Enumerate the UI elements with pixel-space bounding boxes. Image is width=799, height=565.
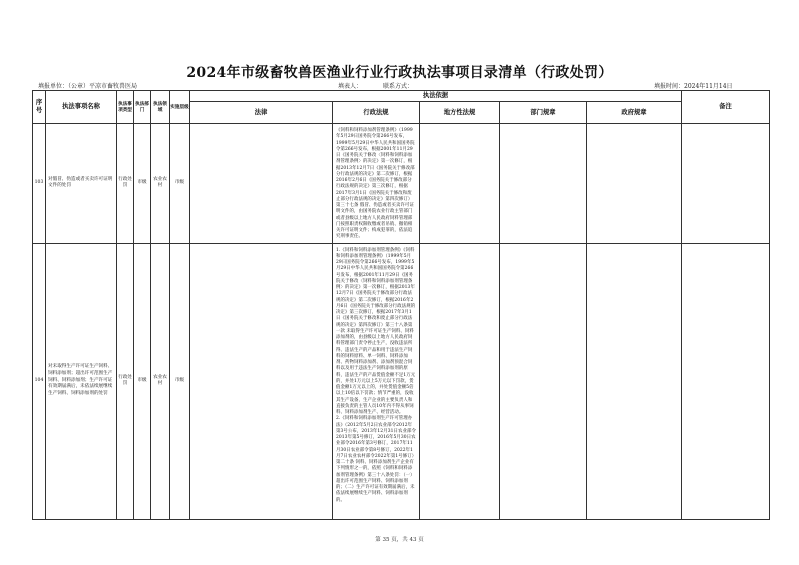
header-dept-rule: 部门规章 — [500, 102, 587, 124]
row-admin-reg: 1.《饲料和饲料添加剂管理条例》《饲料和饲料添加剂管理条例》（1999年5月29日国务院令第266号发布，1999年5月29日中华人民共和国国务院令第266号发布，根据2001年11月29日《国务院关于修改〈饲料和饲料添加剂管理条例〉的决定》第一次修订，根据2013年12月7日《国务院关于修改部分行政法规的决定》第二次修订，根据2016年2月6日《国务院关于修改部分行政法规的决定》第三次修订，根据2017年3月1日《国务院关于修改和废止部分行政法规的决定》第四次修订）第三十八条第一款 未取得生产许可证生产饲料、饲料添加剂的，由县级以上地方人民政府饲料管理部门责令停止生产，没收违法所得、违法生产的产品和用于违法生产饲料的饲料原料、单一饲料、饲料添加剂、药物饲料添加剂、添加剂预混合饲料以及用于违法生产饲料添加剂的原料，违法生产的产品货值金额不足1万元的，并处1万元以上5万元以下罚款，货值金额1万元以上的，并处货值金额5倍以上10倍以下罚款；情节严重的，没收其生产设备，生产企业的主要负责人和直接负责的主管人员10年内不得从事饲料、饲料添加剂生产、经营活动。 2.《饲料和饲料添加剂生产许可管理办法》（2012年5月2日农业部令2012年第3号公布，2013年12月31日农业部令2013年第5号修订，2016年5月30日农业部令2016年第3号修订，2017年11月30日农业部令第8号修订，2022年1月7日农业农村部令2022年第1号修订）第二十条 饲料、饲料添加剂生产企业有下列情形之一的，依照《饲料和饲料添加剂管理条例》第三十八条处罚：（一）超出许可范围生产饲料、饲料添加剂的；（二）生产许可证有效期届满后，未依法续展继续生产饲料、饲料添加剂的。 — [333, 243, 420, 519]
header-law: 法律 — [190, 102, 333, 124]
header-local-reg: 地方性法规 — [420, 102, 500, 124]
row-type: 行政处罚 — [117, 243, 134, 519]
row-field: 农业农村 — [151, 243, 170, 519]
row-dept: 市级 — [134, 243, 151, 519]
table-row — [33, 243, 770, 519]
page-number: 第 35 页，共 43 页 — [375, 537, 424, 543]
row-law — [190, 243, 333, 519]
filing-unit: 填报单位：（公章）平凉市畜牧兽医局 — [38, 83, 138, 90]
header-no: 序号 — [33, 91, 46, 124]
header-basis: 执法依据 — [190, 91, 682, 102]
header-field: 执法领域 — [151, 91, 170, 124]
row-name: 对未取得生产许可证生产饲料、饲料添加剂；超出许可范围生产饲料、饲料添加剂；生产许可证有效期届满后，未依法续展继续生产饲料、饲料添加剂的处罚 — [46, 243, 117, 519]
header-admin-reg: 行政法规 — [333, 102, 420, 124]
enforcement-table — [32, 90, 770, 520]
header-name: 执法事项名称 — [46, 91, 117, 124]
row-dept-rule — [500, 243, 587, 519]
document-title: 2024年市级畜牧兽医渔业行业行政执法事项目录清单（行政处罚） — [186, 65, 613, 81]
row-field: 农业农村 — [151, 124, 170, 244]
row-dept: 市级 — [134, 124, 151, 244]
row-local-reg — [420, 124, 500, 244]
table-row — [33, 124, 770, 244]
row-gov-rule — [587, 124, 682, 244]
filler-label: 填表人： — [338, 83, 363, 90]
row-no: 103 — [33, 124, 46, 244]
filing-date: 填报时间：2024年11月14日 — [654, 83, 733, 90]
header-remark: 备注 — [682, 91, 770, 124]
row-dept-rule — [500, 124, 587, 244]
header-dept: 执法部门 — [134, 91, 151, 124]
header-gov-rule: 政府规章 — [587, 102, 682, 124]
contact-label: 联系方式： — [383, 83, 414, 90]
row-remark — [682, 243, 770, 519]
row-local-reg — [420, 243, 500, 519]
row-law — [190, 124, 333, 244]
header-type: 执法事项类型 — [117, 91, 134, 124]
row-type: 行政处罚 — [117, 124, 134, 244]
row-remark — [682, 124, 770, 244]
header-level: 实施层级 — [170, 91, 190, 124]
row-admin-reg: 《饲料和饲料添加剂管理条例》（1999年5月29日国务院令第266号发布，1999年5月29日中华人民共和国国务院令第266号发布，根据2001年11月29日《国务院关于修改〈饲料和饲料添加剂管理条例〉的决定》第一次修订，根据2013年12月7日《国务院关于修改部分行政法规的决定》第二次修订，根据2016年2月6日《国务院关于修改部分行政法规的决定》第三次修订，根据2017年3月1日《国务院关于修改和废止部分行政法规的决定》第四次修订）第三十七条 假冒、伪造或者买卖许可证明文件的，由国务院农业行政主管部门或者县级以上地方人民政府饲料管理部门按照职责权限收缴或者吊销、撤销相关许可证明文件；构成犯罪的，依法追究刑事责任。 — [333, 124, 420, 244]
row-level: 市级 — [170, 243, 190, 519]
row-gov-rule — [587, 243, 682, 519]
row-no: 104 — [33, 243, 46, 519]
row-name: 对假冒、伪造或者买卖许可证明文件的处罚 — [46, 124, 117, 244]
row-level: 市级 — [170, 124, 190, 244]
